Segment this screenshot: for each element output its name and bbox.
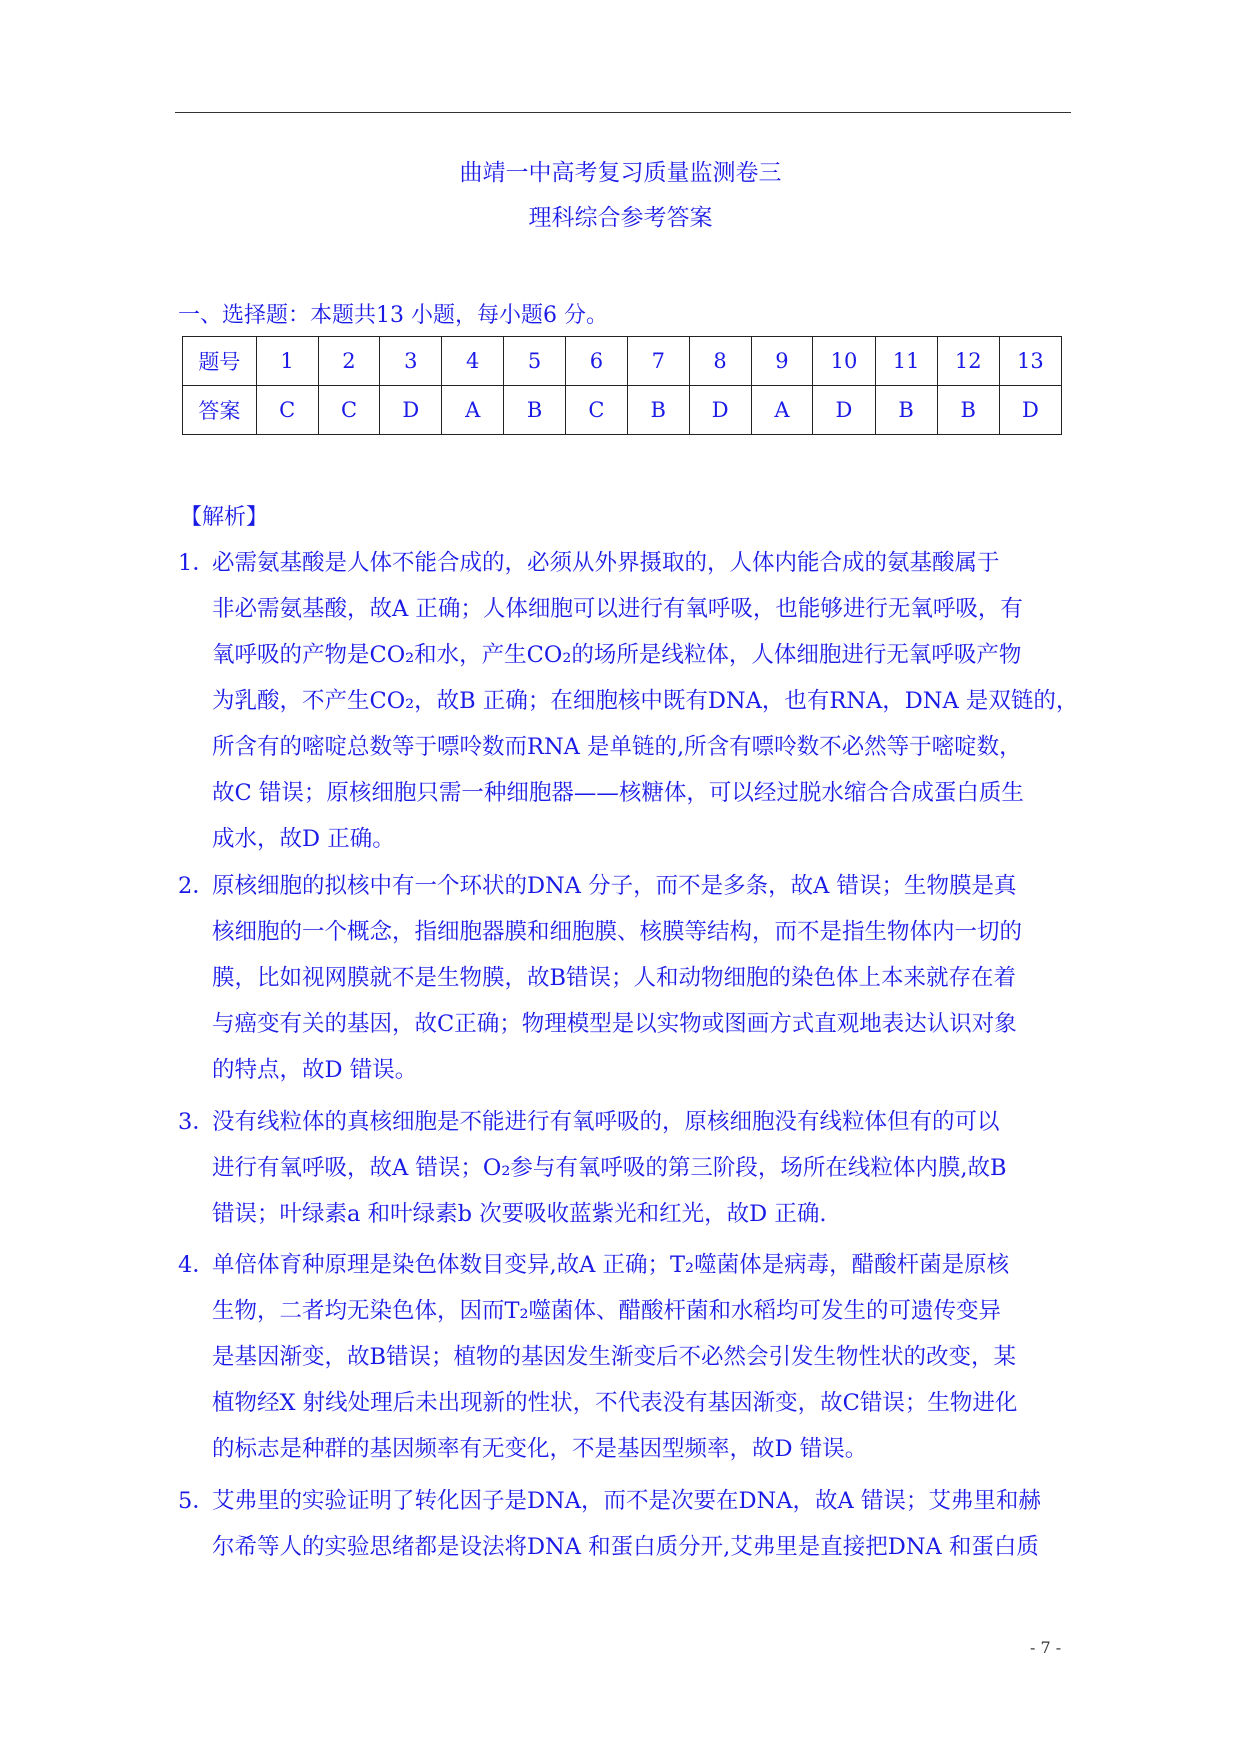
answer-cell: C (565, 386, 627, 435)
answer-cell: D (999, 386, 1061, 435)
item-body (212, 1242, 1098, 1472)
question-number: 13 (999, 337, 1061, 386)
item-line: 所含有的嘧啶总数等于嘌呤数而RNA 是单链的,所含有嘌呤数不必然等于嘧啶数， (212, 734, 1022, 760)
table-row-numbers (183, 337, 1062, 386)
question-number: 10 (813, 337, 875, 386)
answer-cell: B (937, 386, 999, 435)
question-number: 2 (318, 337, 380, 386)
question-number: 1 (256, 337, 318, 386)
item-body (212, 863, 1098, 1093)
answer-table (182, 336, 1062, 435)
answer-cell: C (256, 386, 318, 435)
item-line: 错误；叶绿素a 和叶绿素b 次要吸收蓝紫光和红光，故D 正确. (212, 1201, 827, 1227)
answer-cell: B (504, 386, 566, 435)
analysis-heading: 【解析】 (180, 505, 269, 530)
item-number: 5． (178, 1488, 215, 1514)
item-line: 的特点，故D 错误。 (212, 1057, 418, 1083)
answer-cell: C (318, 386, 380, 435)
item-body (212, 540, 1098, 862)
doc-subtitle: 理科综合参考答案 (528, 205, 713, 231)
answer-cell: B (627, 386, 689, 435)
answer-cell: D (813, 386, 875, 435)
question-number: 12 (937, 337, 999, 386)
table-row-answers (183, 386, 1062, 435)
question-number: 4 (442, 337, 504, 386)
analysis-item (178, 540, 1098, 862)
header-rule (175, 112, 1071, 113)
analysis-item (178, 1242, 1098, 1472)
item-line: 原核细胞的拟核中有一个环状的DNA 分子，而不是多条，故A 错误；生物膜是真 (212, 873, 1017, 899)
question-number: 7 (627, 337, 689, 386)
item-line: 植物经X 射线处理后未出现新的性状，不代表没有基因渐变，故C错误；生物进化 (212, 1390, 1018, 1416)
item-line: 成水，故D 正确。 (212, 826, 395, 852)
item-body (212, 1099, 1098, 1237)
question-number: 9 (751, 337, 813, 386)
item-line: 故C 错误；原核细胞只需一种细胞器——核糖体，可以经过脱水缩合合成蛋白质生 (212, 780, 1024, 806)
item-line: 核细胞的一个概念，指细胞器膜和细胞膜、核膜等结构，而不是指生物体内一切的 (212, 919, 1023, 945)
question-number: 5 (504, 337, 566, 386)
item-line: 进行有氧呼吸，故A 错误；O₂参与有氧呼吸的第三阶段，场所在线粒体内膜,故B (212, 1155, 1007, 1181)
analysis-item (178, 863, 1098, 1093)
row-label-number: 题号 (183, 337, 257, 386)
item-line: 没有线粒体的真核细胞是不能进行有氧呼吸的，原核细胞没有线粒体但有的可以 (212, 1109, 1000, 1135)
item-number: 1． (178, 550, 215, 576)
item-line: 必需氨基酸是人体不能合成的，必须从外界摄取的，人体内能合成的氨基酸属于 (212, 550, 1000, 576)
analysis-item (178, 1478, 1098, 1570)
item-line: 生物，二者均无染色体，因而T₂噬菌体、醋酸杆菌和水稻均可发生的可遗传变异 (212, 1298, 1002, 1324)
item-line: 是基因渐变，故B错误；植物的基因发生渐变后不必然会引发生物性状的改变，某 (212, 1344, 1017, 1370)
item-line: 氧呼吸的产物是CO₂和水，产生CO₂的场所是线粒体，人体细胞进行无氧呼吸产物 (212, 642, 1022, 668)
question-number: 3 (380, 337, 442, 386)
question-number: 8 (689, 337, 751, 386)
item-line: 的标志是种群的基因频率有无变化，不是基因型频率，故D 错误。 (212, 1436, 868, 1462)
item-line: 非必需氨基酸，故A 正确；人体细胞可以进行有氧呼吸，也能够进行无氧呼吸，有 (212, 596, 1023, 622)
question-number: 6 (565, 337, 627, 386)
item-line: 单倍体育种原理是染色体数目变异,故A 正确；T₂噬菌体是病毒，醋酸杆菌是原核 (212, 1252, 1010, 1278)
section-heading: 一、选择题：本题共13 小题，每小题6 分。 (178, 303, 608, 328)
page-number: - 7 - (1030, 1638, 1062, 1657)
item-line: 为乳酸，不产生CO₂，故B 正确；在细胞核中既有DNA，也有RNA，DNA 是双链的， (212, 688, 1079, 714)
item-number: 3． (178, 1109, 215, 1135)
analysis-item (178, 1099, 1098, 1237)
item-number: 2． (178, 873, 215, 899)
answer-cell: B (875, 386, 937, 435)
item-line: 与癌变有关的基因，故C正确；物理模型是以实物或图画方式直观地表达认识对象 (212, 1011, 1017, 1037)
answer-cell: D (380, 386, 442, 435)
doc-title: 曲靖一中高考复习质量监测卷三 (459, 160, 782, 186)
item-line: 尔希等人的实验思绪都是设法将DNA 和蛋白质分开,艾弗里是直接把DNA 和蛋白质 (212, 1534, 1039, 1560)
item-line: 膜，比如视网膜就不是生物膜，故B错误；人和动物细胞的染色体上本来就存在着 (212, 965, 1017, 991)
row-label-answer: 答案 (183, 386, 257, 435)
answer-cell: D (689, 386, 751, 435)
item-number: 4． (178, 1252, 215, 1278)
question-number: 11 (875, 337, 937, 386)
answer-cell: A (751, 386, 813, 435)
answer-cell: A (442, 386, 504, 435)
item-line: 艾弗里的实验证明了转化因子是DNA，而不是次要在DNA，故A 错误；艾弗里和赫 (212, 1488, 1041, 1514)
item-body (212, 1478, 1098, 1570)
